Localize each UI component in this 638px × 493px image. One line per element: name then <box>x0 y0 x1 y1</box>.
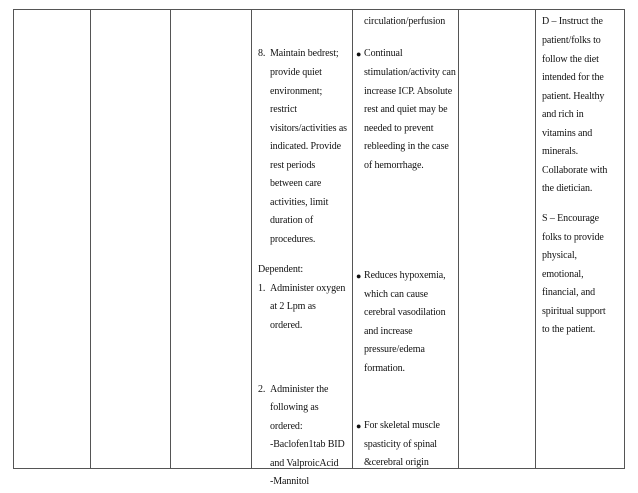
rationale-line: needed to prevent <box>364 123 434 134</box>
intervention-line: Administer the <box>270 384 329 395</box>
intervention-line: duration of <box>270 215 314 226</box>
intervention-line: procedures. <box>270 234 316 245</box>
intervention-line: -Baclofen1tab BID <box>270 439 345 450</box>
rationale-line: &cerebral origin <box>364 457 429 468</box>
rationale-line: stimulation/activity can <box>364 67 456 78</box>
column-divider <box>535 9 536 469</box>
plan-line: S – Encourage <box>542 213 600 224</box>
plan-line: D – Instruct the <box>542 16 603 27</box>
column-divider <box>90 9 91 469</box>
intervention-line: provide quiet <box>270 67 322 78</box>
column-divider <box>352 9 353 469</box>
intervention-line: indicated. Provide <box>270 141 341 152</box>
rationale-line: pressure/edema <box>364 344 425 355</box>
table-top-border <box>13 9 625 10</box>
plan-line: patient. Healthy <box>542 91 605 102</box>
intervention-line: between care <box>270 178 322 189</box>
bullet-icon: ● <box>356 271 362 281</box>
rationale-line: rest and quiet may be <box>364 104 448 115</box>
rationale-line: rebleeding in the case <box>364 141 449 152</box>
intervention-line: and ValproicAcid <box>270 458 339 469</box>
intervention-line: rest periods <box>270 160 316 171</box>
plan-line: Collaborate with <box>542 165 608 176</box>
column-divider <box>251 9 252 469</box>
plan-line: folks to provide <box>542 232 604 243</box>
rationale-line: For skeletal muscle <box>364 420 440 431</box>
intervention-line: ordered. <box>270 320 303 331</box>
bullet-icon: ● <box>356 49 362 59</box>
intervention-line: -Mannitol <box>270 476 310 487</box>
intervention-line: environment; <box>270 86 323 97</box>
column-divider <box>458 9 459 469</box>
plan-line: vitamins and <box>542 128 593 139</box>
plan-line: physical, <box>542 250 577 261</box>
item-number: 2. <box>258 384 266 395</box>
plan-line: patient/folks to <box>542 35 601 46</box>
item-number: 1. <box>258 283 266 294</box>
dependent-label: Dependent: <box>258 264 304 275</box>
plan-line: spiritual support <box>542 306 606 317</box>
plan-line: financial, and <box>542 287 596 298</box>
column-divider <box>170 9 171 469</box>
plan-line: intended for the <box>542 72 604 83</box>
plan-line: the dietician. <box>542 183 593 194</box>
intervention-line: Maintain bedrest; <box>270 48 339 59</box>
rationale-line: spasticity of spinal <box>364 439 437 450</box>
intervention-line: visitors/activities as <box>270 123 347 134</box>
rationale-line: of hemorrhage. <box>364 160 424 171</box>
rationale-line: and increase <box>364 326 413 337</box>
plan-line: follow the diet <box>542 54 599 65</box>
rationale-line: Reduces hypoxemia, <box>364 270 446 281</box>
rationale-line: Continual <box>364 48 403 59</box>
plan-line: to the patient. <box>542 324 596 335</box>
column-divider <box>13 9 14 469</box>
item-number: 8. <box>258 48 266 59</box>
rationale-line: circulation/perfusion <box>364 16 446 27</box>
plan-line: and rich in <box>542 109 584 120</box>
intervention-line: following as <box>270 402 319 413</box>
rationale-line: cerebral vasodilation <box>364 307 446 318</box>
plan-line: minerals. <box>542 146 579 157</box>
intervention-line: Administer oxygen <box>270 283 346 294</box>
rationale-line: increase ICP. Absolute <box>364 86 453 97</box>
intervention-line: ordered: <box>270 421 303 432</box>
intervention-line: at 2 Lpm as <box>270 301 316 312</box>
intervention-line: restrict <box>270 104 297 115</box>
column-divider <box>624 9 625 469</box>
plan-line: emotional, <box>542 269 584 280</box>
rationale-line: which can cause <box>364 289 429 300</box>
bullet-icon: ● <box>356 421 362 431</box>
intervention-line: activities, limit <box>270 197 329 208</box>
rationale-line: formation. <box>364 363 405 374</box>
